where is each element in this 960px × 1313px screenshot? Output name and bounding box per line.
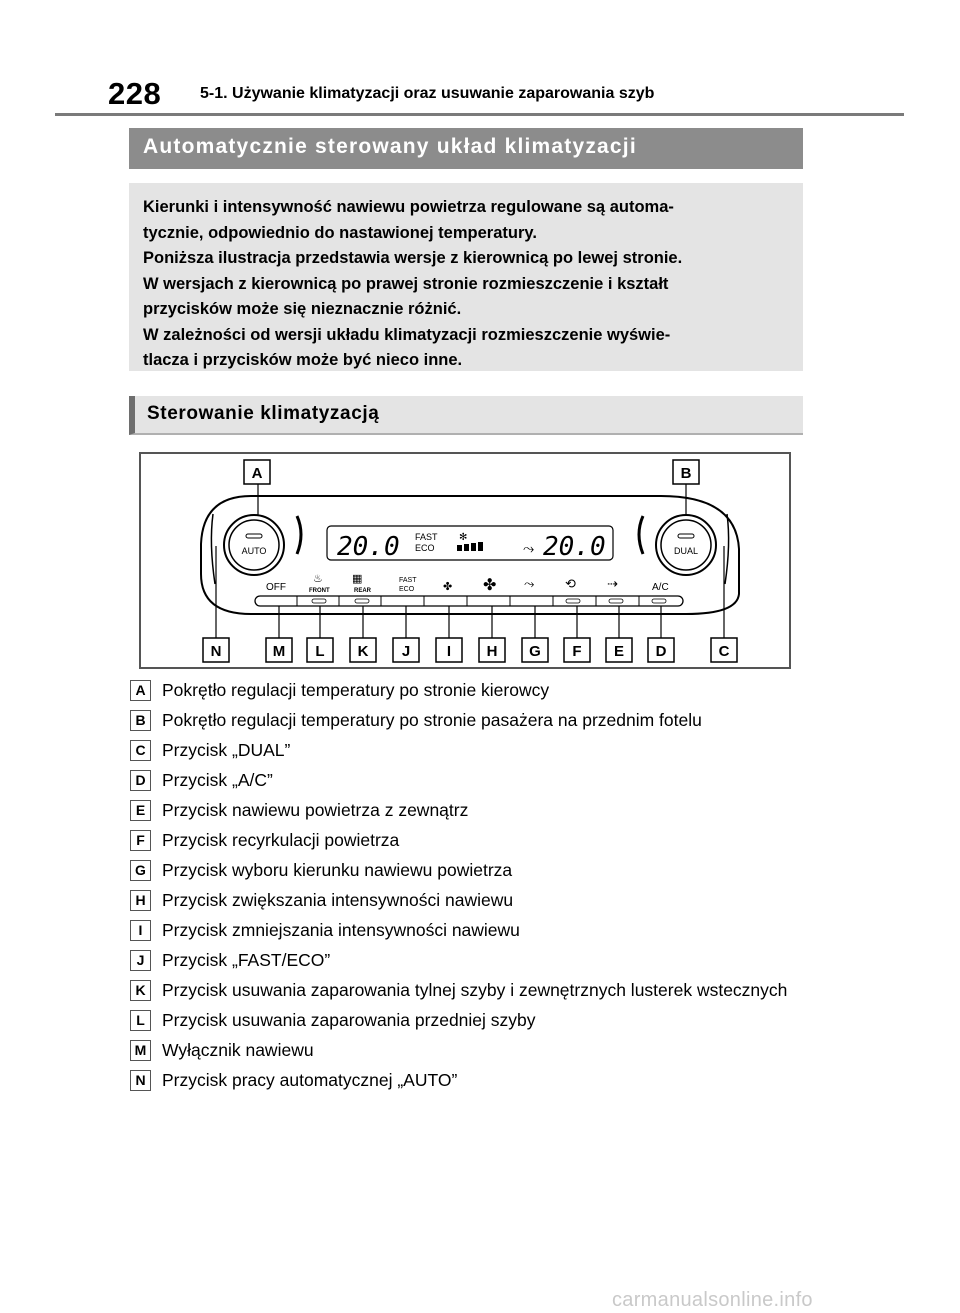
svg-text:D: D xyxy=(655,643,667,660)
svg-text:J: J xyxy=(401,643,411,660)
dual-label: DUAL xyxy=(673,546,699,556)
ac-label: A/C xyxy=(652,582,669,593)
legend-key: I xyxy=(130,920,151,941)
legend-item xyxy=(130,828,810,852)
subsection-title: Sterowanie klimatyzacją xyxy=(129,396,803,435)
legend-text: Wyłącznik nawiewu xyxy=(162,1040,314,1060)
svg-text:E: E xyxy=(613,643,625,660)
legend-item xyxy=(130,708,810,732)
rear-label: REAR xyxy=(354,588,372,594)
svg-text:N: N xyxy=(210,643,222,660)
svg-text:B: B xyxy=(680,465,692,482)
legend-item xyxy=(130,858,810,882)
legend-key: L xyxy=(130,1010,151,1031)
legend-item xyxy=(130,918,810,942)
legend-text: Przycisk wyboru kierunku nawiewu powietrza xyxy=(162,860,513,880)
legend-item xyxy=(130,678,810,702)
chapter-title: 5-1. Używanie klimatyzacji oraz usuwanie zaparowania szyb xyxy=(200,85,655,102)
button-strip xyxy=(255,596,683,606)
legend-item xyxy=(130,738,810,762)
legend-item xyxy=(130,1038,810,1062)
legend-key: A xyxy=(130,680,151,701)
svg-text:H: H xyxy=(486,643,498,660)
intro-line: Kierunki i intensywność nawiewu powietrza regulowane są automa- xyxy=(143,198,674,216)
legend-key: J xyxy=(130,950,151,971)
legend-text: Przycisk „FAST/ECO” xyxy=(162,950,331,970)
legend-key: D xyxy=(130,770,151,791)
legend-text: Przycisk usuwania zaparowania przedniej szyby xyxy=(162,1010,536,1030)
eco-label: ECO xyxy=(399,586,415,593)
intro-line: przycisków może się nieznacznie różnić. xyxy=(143,300,462,318)
svg-text:F: F xyxy=(572,643,582,660)
legend-text: Przycisk nawiewu powietrza z zewnątrz xyxy=(162,800,469,820)
intro-line: Poniższa ilustracja przedstawia wersje z kierownicą po lewej stronie. xyxy=(143,249,683,267)
fast-label: FAST xyxy=(399,577,417,584)
intro-line: W wersjach z kierownicą po prawej stronie rozmieszczenie i kształt xyxy=(143,274,669,293)
legend-item xyxy=(130,948,810,972)
legend-key: N xyxy=(130,1070,151,1091)
legend-text: Przycisk „A/C” xyxy=(162,770,273,790)
intro-line: tycznie, odpowiednio do nastawionej temperatury. xyxy=(143,223,537,242)
recirculation-icon: ⟲ xyxy=(565,577,576,592)
legend-text: Przycisk zwiększania intensywności nawiewu xyxy=(162,890,514,910)
climate-control-diagram xyxy=(139,452,791,669)
left-temperature-knob xyxy=(224,515,284,575)
windshield-defrost-icon: ♨ xyxy=(313,572,323,585)
page-header xyxy=(0,0,960,116)
svg-text:⤳: ⤳ xyxy=(523,541,535,557)
page-number: 228 xyxy=(108,76,162,111)
svg-text:K: K xyxy=(357,643,369,660)
legend-item xyxy=(130,1068,810,1092)
rear-defrost-icon: ▦ xyxy=(352,572,363,585)
svg-text:L: L xyxy=(315,643,325,660)
off-label: OFF xyxy=(266,582,286,593)
legend-list xyxy=(130,678,810,1098)
display-temp-left: 20.0 xyxy=(337,532,400,562)
intro-line: W zależności od wersji układu klimatyzacji rozmieszczenie wyświe- xyxy=(143,325,671,344)
auto-label: AUTO xyxy=(241,546,267,556)
legend-text: Przycisk pracy automatycznej „AUTO” xyxy=(162,1070,458,1090)
right-temperature-knob xyxy=(656,515,716,575)
legend-text: Przycisk recyrkulacji powietrza xyxy=(162,830,400,850)
display-eco: ECO xyxy=(415,543,435,553)
svg-text:I: I xyxy=(446,643,452,660)
legend-key: C xyxy=(130,740,151,761)
legend-key: E xyxy=(130,800,151,821)
outside-air-icon: ⇢ xyxy=(607,577,618,592)
section-title: Automatycznie sterowany układ klimatyzacji xyxy=(129,128,803,169)
legend-text: Pokrętło regulacji temperatury po stronie pasażera na przednim fotelu xyxy=(162,710,702,730)
header-divider xyxy=(55,113,904,116)
svg-text:G: G xyxy=(529,643,541,660)
legend-item xyxy=(130,978,810,1002)
climate-panel-illustration xyxy=(141,454,789,667)
legend-key: M xyxy=(130,1040,151,1061)
legend-item xyxy=(130,1008,810,1032)
svg-text:M: M xyxy=(272,643,286,660)
legend-text: Przycisk usuwania zaparowania tylnej szyby i zewnętrznych lusterek wstecznych xyxy=(162,980,788,1000)
legend-text: Przycisk zmniejszania intensywności nawiewu xyxy=(162,920,520,940)
svg-text:✻: ✻ xyxy=(459,532,468,543)
legend-key: G xyxy=(130,860,151,881)
display-temp-right: 20.0 xyxy=(543,532,606,562)
legend-text: Przycisk „DUAL” xyxy=(162,740,291,760)
display-fast: FAST xyxy=(415,532,438,542)
legend-key: H xyxy=(130,890,151,911)
svg-text:A: A xyxy=(251,465,263,482)
legend-key: K xyxy=(130,980,151,1001)
fan-small-icon: ✤ xyxy=(443,580,453,593)
airflow-mode-icon: ⤳ xyxy=(524,577,535,592)
watermark: carmanualsonline.info xyxy=(612,1289,813,1311)
intro-line: tlacza i przycisków może być nieco inne. xyxy=(143,351,463,369)
svg-text:C: C xyxy=(718,643,730,660)
legend-key: F xyxy=(130,830,151,851)
legend-item xyxy=(130,888,810,912)
front-label: FRONT xyxy=(309,588,330,594)
legend-text: Pokrętło regulacji temperatury po stronie kierowcy xyxy=(162,680,550,700)
fan-large-icon: ✤ xyxy=(483,575,497,594)
legend-item xyxy=(130,768,810,792)
legend-key: B xyxy=(130,710,151,731)
intro-box xyxy=(129,183,803,371)
legend-item xyxy=(130,798,810,822)
